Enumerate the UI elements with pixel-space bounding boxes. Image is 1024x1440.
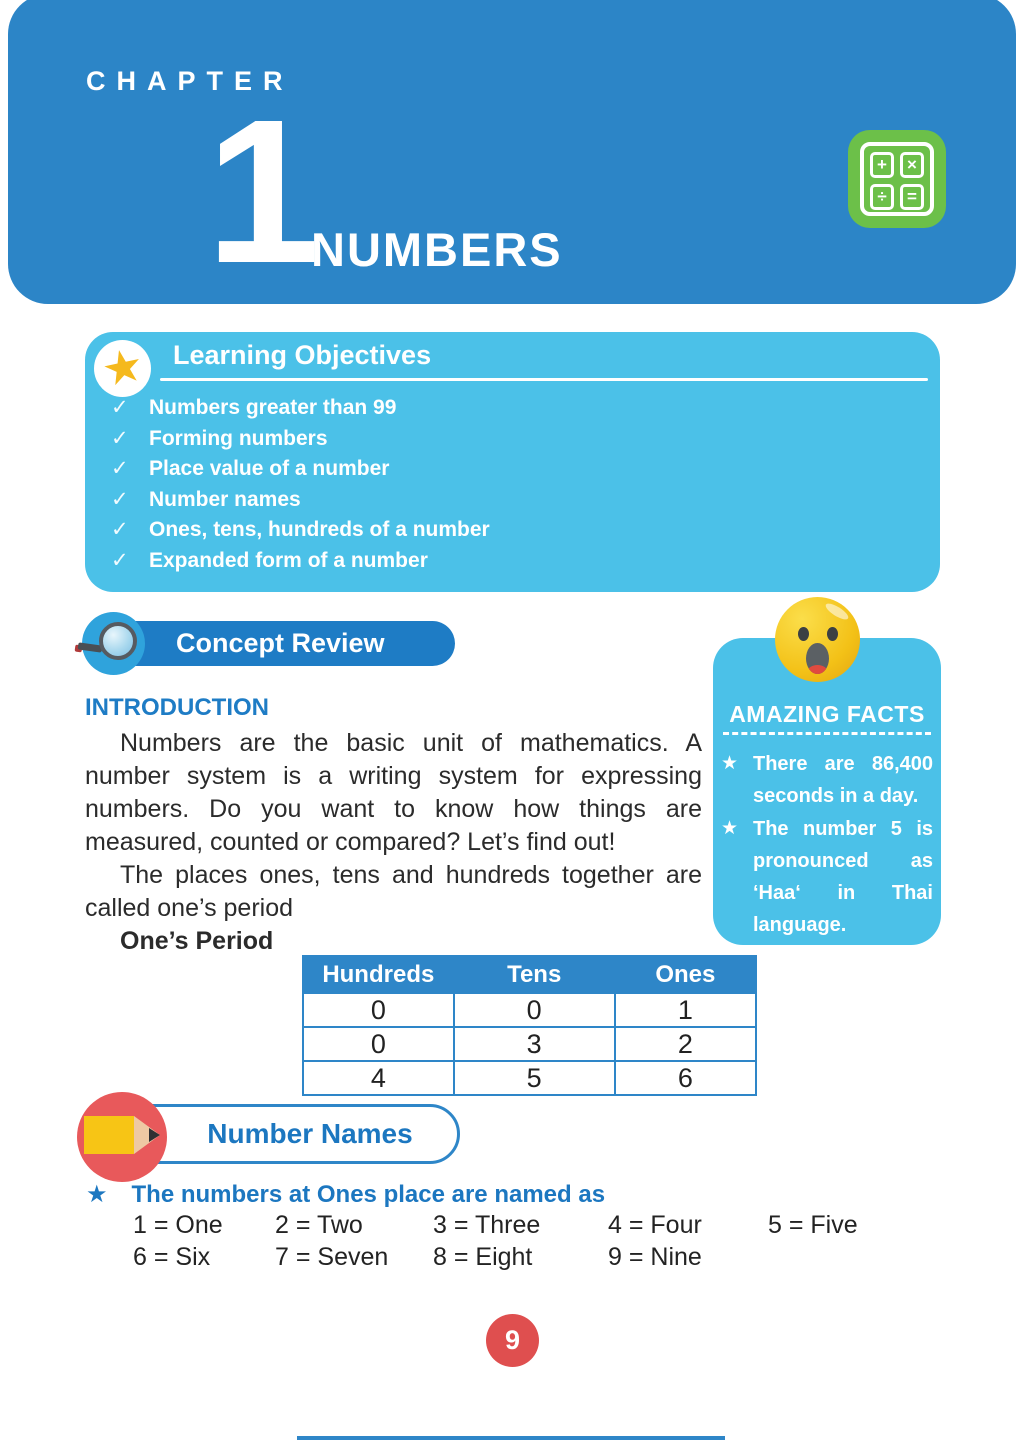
- number-name: 9 = Nine: [608, 1243, 702, 1271]
- number-name: 5 = Five: [768, 1211, 858, 1239]
- star-bullet-icon: ★: [721, 818, 739, 839]
- check-icon: ✓: [111, 457, 129, 480]
- place-value-table: [302, 955, 757, 1096]
- column-header: Tens: [454, 956, 615, 993]
- check-icon: ✓: [111, 518, 129, 541]
- number-names-row-2: [0, 1243, 1024, 1273]
- emoji-mouth: [806, 643, 829, 674]
- magnifier-badge: [82, 612, 145, 675]
- plus-icon: +: [870, 152, 894, 178]
- check-icon: ✓: [111, 548, 129, 572]
- check-icon: ✓: [111, 426, 129, 450]
- divide-icon: ÷: [870, 184, 894, 210]
- list-item: [111, 486, 490, 517]
- number-names-subtitle-row: [86, 1180, 605, 1209]
- pencil-icon: [84, 1116, 134, 1154]
- list-item-label: Number names: [149, 487, 301, 511]
- calculator-icon: [848, 130, 946, 228]
- table-cell: 1: [615, 993, 756, 1027]
- table-row: [303, 1027, 756, 1061]
- list-item: [111, 394, 490, 425]
- column-header: Ones: [615, 956, 756, 993]
- star-badge: [94, 336, 151, 397]
- check-icon: ✓: [111, 396, 129, 419]
- chapter-number: 1: [206, 77, 321, 306]
- star-bullet-icon: ★: [86, 1181, 108, 1208]
- emoji-eye: [827, 627, 838, 641]
- calculator-frame: [860, 142, 934, 216]
- number-name: 6 = Six: [133, 1243, 211, 1271]
- footer-bar: [297, 1436, 725, 1440]
- number-name: 2 = Two: [275, 1211, 363, 1239]
- number-names-row-1: [0, 1211, 1024, 1241]
- surprised-emoji-icon: [775, 597, 860, 682]
- list-item-label: Numbers greater than 99: [149, 396, 397, 419]
- table-cell: 4: [303, 1061, 454, 1095]
- number-names-subtitle: The numbers at Ones place are named as: [131, 1181, 606, 1208]
- table-row: [303, 993, 756, 1027]
- introduction-paragraph-2: The places ones, tens and hundreds together are called one’s period: [85, 861, 702, 922]
- number-name: 7 = Seven: [275, 1243, 389, 1271]
- chapter-kicker: CHAPTER: [86, 66, 294, 96]
- list-item: [111, 547, 490, 578]
- list-item-label: Ones, tens, hundreds of a number: [149, 518, 490, 541]
- page-number-badge: [486, 1314, 539, 1367]
- table-cell: 3: [454, 1027, 615, 1061]
- number-name: 1 = One: [133, 1211, 223, 1239]
- dashed-divider: [723, 732, 931, 735]
- concept-review-banner: [102, 621, 455, 666]
- list-item: [111, 425, 490, 456]
- list-item-label: Expanded form of a number: [149, 548, 428, 572]
- emoji-eye: [798, 627, 809, 641]
- table-cell: 2: [615, 1027, 756, 1061]
- introduction-paragraph-1: Numbers are the basic unit of mathematics. A number system is a writing system for expressing numbers. Do you want to know how things are measured, counted or compared? Let’s find out!: [85, 729, 702, 856]
- learning-objectives-list: [111, 394, 490, 577]
- fact-text: The number 5 is pronounced as ‘Haa‘ in Thai language.: [753, 818, 933, 936]
- concept-review-title: Concept Review: [176, 628, 385, 658]
- check-icon: ✓: [111, 487, 129, 511]
- table-cell: 0: [303, 993, 454, 1027]
- pencil-badge: [77, 1092, 167, 1182]
- list-item: [111, 516, 490, 547]
- multiply-icon: ×: [900, 152, 924, 178]
- table-cell: 5: [454, 1061, 615, 1095]
- number-name: 3 = Three: [433, 1211, 541, 1239]
- amazing-facts-box: [713, 638, 941, 945]
- learning-objectives-title: Learning Objectives: [173, 340, 432, 370]
- pencil-point: [149, 1128, 160, 1142]
- ones-period-label: One’s Period: [120, 927, 274, 955]
- page-number: 9: [504, 1325, 521, 1355]
- table-cell: 0: [454, 993, 615, 1027]
- emoji-shine: [824, 601, 851, 622]
- title-underline: [160, 378, 928, 381]
- fact-item: [721, 748, 935, 812]
- column-header: Hundreds: [303, 956, 454, 993]
- equals-icon: =: [900, 184, 924, 210]
- chapter-header: [8, 0, 1016, 304]
- amazing-facts-title: AMAZING FACTS: [729, 701, 925, 727]
- emoji-lip: [808, 665, 827, 674]
- amazing-facts-list: [721, 748, 935, 942]
- number-names-title: Number Names: [207, 1118, 413, 1149]
- list-item-label: Place value of a number: [149, 457, 390, 480]
- table-row: [303, 1061, 756, 1095]
- table-cell: 0: [303, 1027, 454, 1061]
- number-name: 4 = Four: [608, 1211, 702, 1239]
- introduction-body: [85, 727, 702, 958]
- number-name: 8 = Eight: [433, 1243, 533, 1271]
- fact-text: There are 86,400 seconds in a day.: [753, 753, 933, 807]
- table-header-row: [303, 956, 756, 993]
- star-bullet-icon: ★: [721, 753, 739, 774]
- star-icon: ★: [96, 336, 149, 397]
- list-item: [111, 455, 490, 486]
- fact-item: [721, 813, 935, 941]
- learning-objectives-box: [85, 332, 940, 592]
- introduction-heading: INTRODUCTION: [85, 694, 269, 721]
- table-cell: 6: [615, 1061, 756, 1095]
- chapter-title: NUMBERS: [311, 223, 563, 276]
- list-item-label: Forming numbers: [149, 426, 328, 450]
- magnifier-icon: [99, 622, 137, 660]
